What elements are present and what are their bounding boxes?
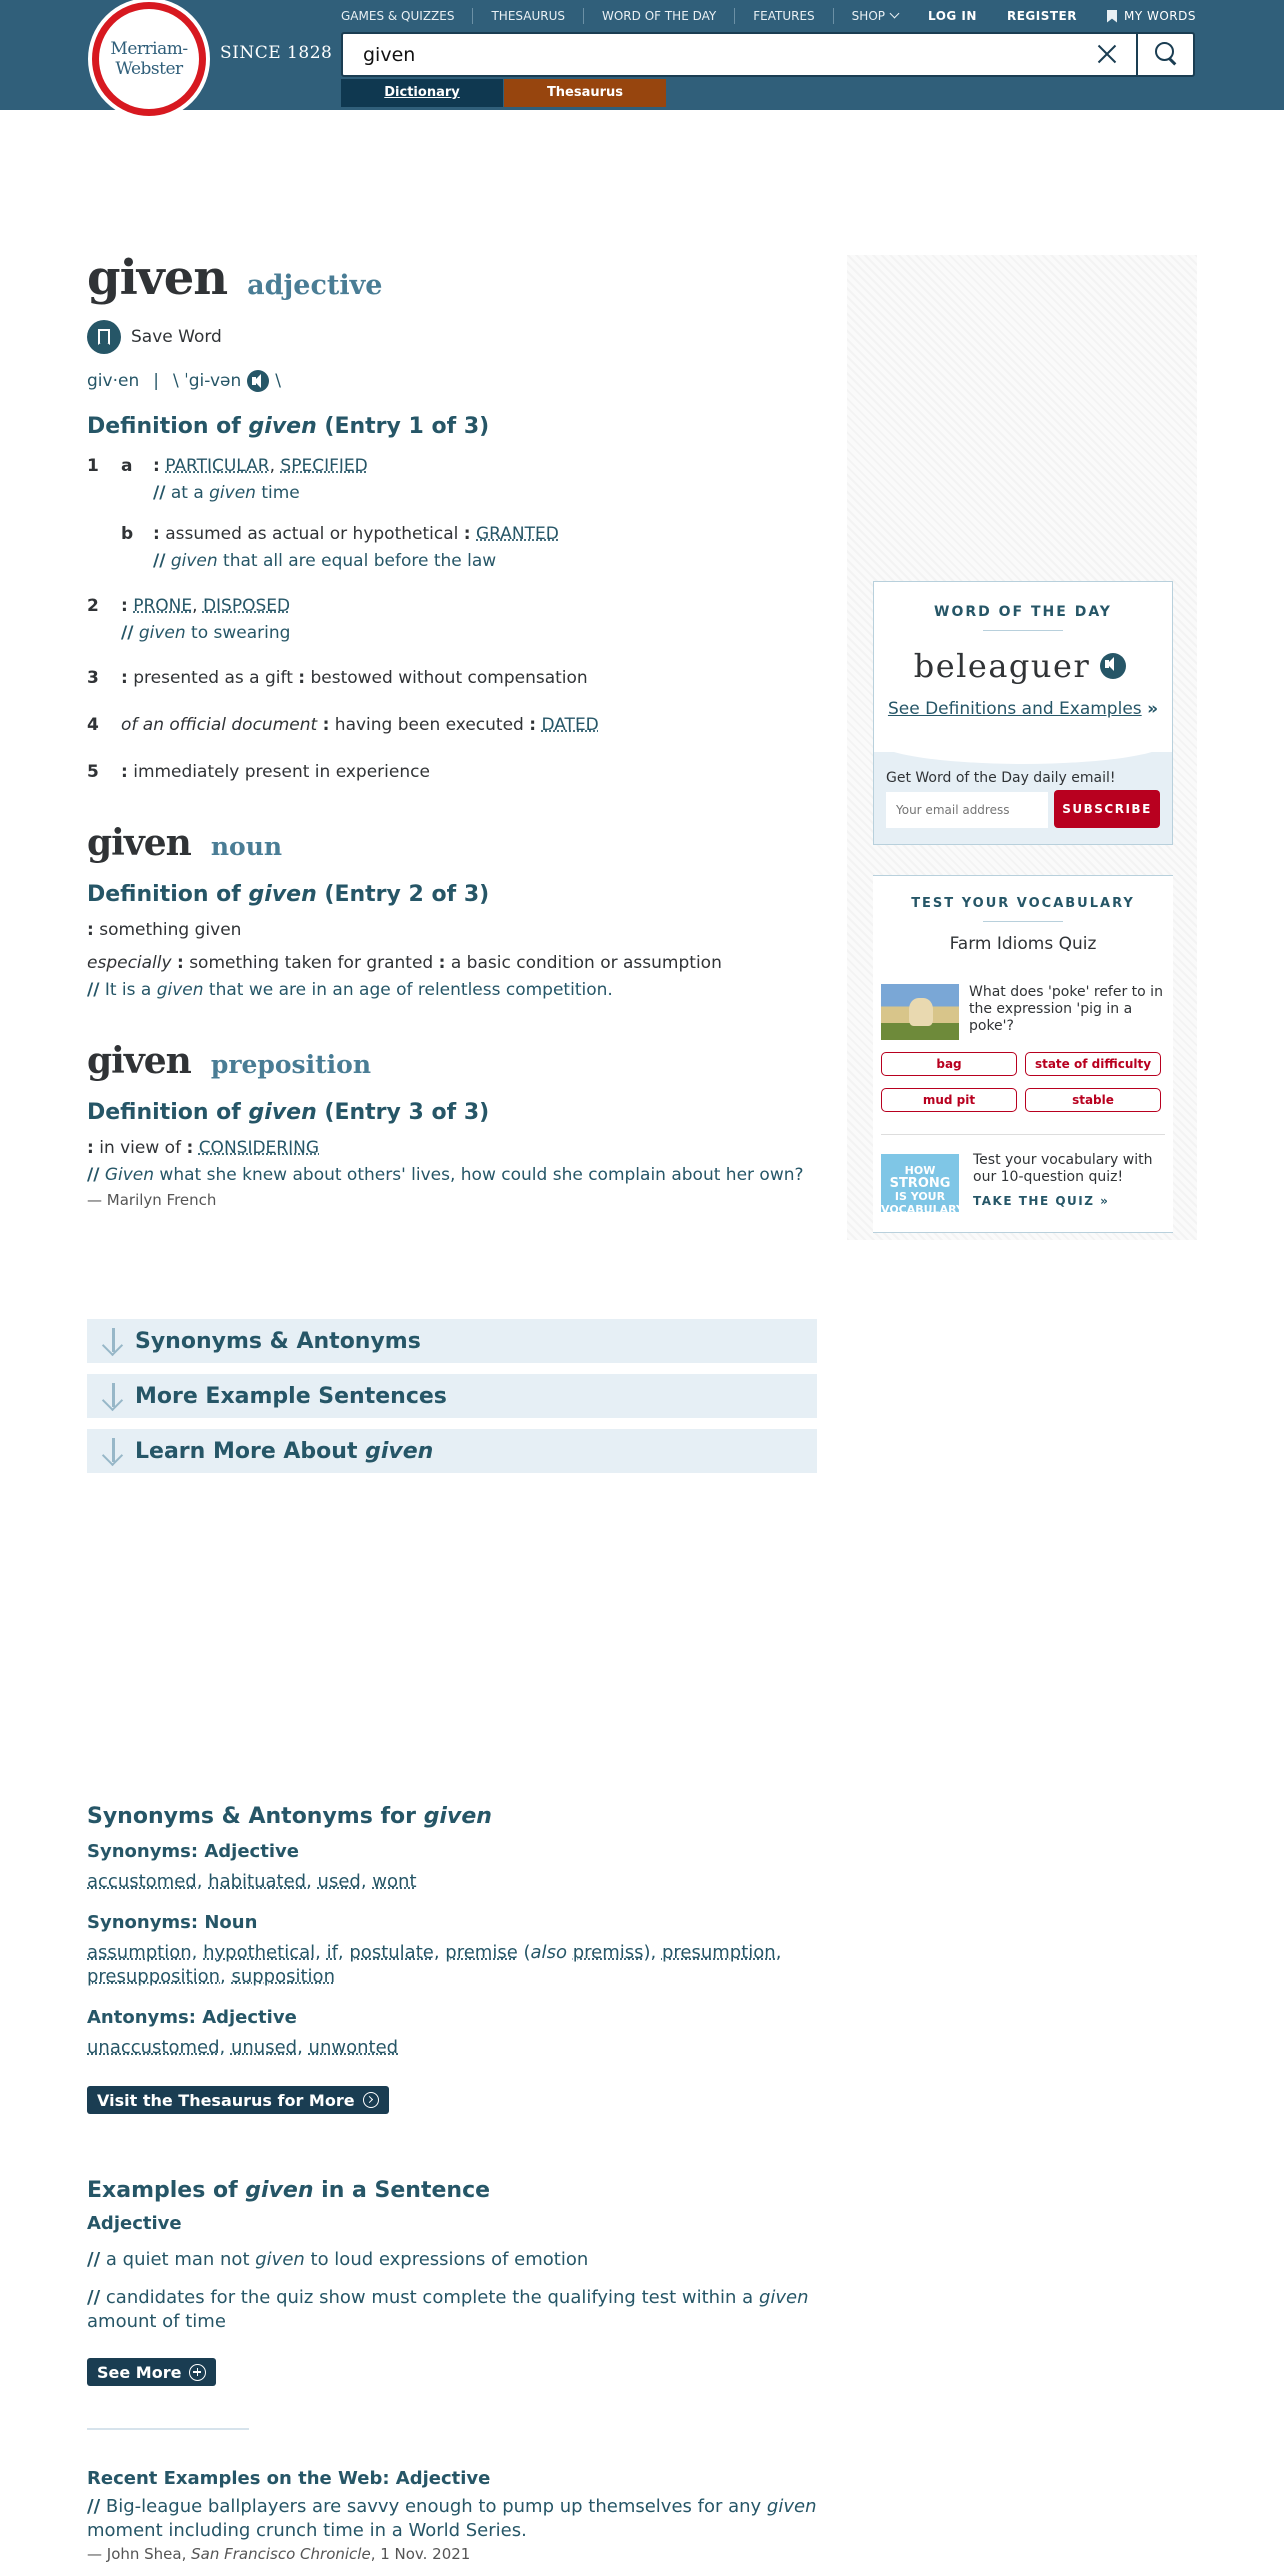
nav-shop-label: SHOP — [851, 9, 885, 23]
sense-1b: b : assumed as actual or hypothetical : GRANTED // given that all are equal before the law — [121, 521, 817, 575]
answer-option[interactable]: stable — [1025, 1088, 1161, 1112]
main-content — [87, 250, 817, 1209]
search-button[interactable] — [1136, 34, 1193, 75]
my-words-link[interactable] — [1107, 8, 1196, 24]
quote-author: — Marilyn French — [87, 1191, 217, 1209]
pig-image — [881, 984, 959, 1040]
sense-2: 2 : PRONE, DISPOSED // given to swearing — [87, 593, 817, 647]
xref-prone[interactable]: PRONE — [133, 596, 193, 616]
headword-row — [87, 1040, 817, 1082]
recent-examples — [87, 2468, 817, 2563]
answer-option[interactable]: bag — [881, 1052, 1017, 1076]
pron-separator: | — [153, 371, 159, 391]
headword-row — [87, 822, 817, 864]
synonym-link[interactable]: habituated — [208, 1871, 307, 1892]
plus-icon — [189, 2364, 206, 2381]
sense-3: 3 : presented as a gift : bestowed without compensation — [87, 668, 588, 688]
wod-email-signup — [874, 752, 1172, 844]
logo-line1: Merriam- — [110, 39, 188, 59]
synonym-link[interactable]: postulate — [349, 1942, 434, 1963]
visit-thesaurus-button[interactable]: Visit the Thesaurus for More — [87, 2086, 389, 2114]
synonyms-noun-list: assumption, hypothetical, if, postulate, premise (also premiss), presumption, presupposition, supposition — [87, 1942, 782, 1987]
arrow-down-icon — [101, 1326, 125, 1356]
antonyms-adj-list: unaccustomed, unused, unwonted — [87, 2037, 399, 2058]
speaker-icon[interactable] — [247, 370, 269, 392]
antonyms-adj-heading: Antonyms: Adjective — [87, 2007, 297, 2028]
synonym-link[interactable]: assumption — [87, 1942, 192, 1963]
subscribe-button[interactable]: SUBSCRIBE — [1054, 790, 1160, 828]
search-bar — [341, 32, 1195, 77]
arrow-down-icon — [101, 1436, 125, 1466]
examples-section — [87, 2178, 817, 2386]
accordion-examples[interactable]: More Example Sentences — [87, 1374, 817, 1418]
synonym-link[interactable]: used — [317, 1871, 361, 1892]
pronunciation: \ ˈgi-vən — [172, 371, 242, 391]
headword: given — [87, 1040, 191, 1082]
example-sentence: // candidates for the quiz show must complete the qualifying test within a given amount of time — [87, 2287, 809, 2332]
sense-4: 4 of an official document : having been executed : DATED — [87, 715, 599, 735]
part-of-speech[interactable]: preposition — [210, 1050, 372, 1079]
entry-3 — [87, 1040, 817, 1209]
nav-thesaurus[interactable]: THESAURUS — [472, 8, 583, 24]
accordion-learn-more[interactable]: Learn More About given — [87, 1429, 817, 1473]
since-label: SINCE 1828 — [220, 43, 333, 63]
verbal-illustration: // given to swearing — [121, 623, 291, 643]
headword: given — [87, 822, 191, 864]
synonyms-title: Synonyms & Antonyms for given — [87, 1804, 492, 1829]
synonyms-adj-list: accustomed, habituated, used, wont — [87, 1871, 417, 1892]
quiz-question-text: What does 'poke' refer to in the expression 'pig in a poke'? — [969, 984, 1163, 1034]
examples-adj-heading: Adjective — [87, 2213, 182, 2234]
part-of-speech[interactable]: adjective — [247, 270, 383, 301]
pronunciation-row — [87, 370, 817, 392]
definition-heading: Definition of given (Entry 3 of 3) — [87, 1100, 490, 1125]
login-link[interactable]: LOG IN — [927, 9, 977, 23]
tab-thesaurus[interactable]: Thesaurus — [504, 79, 666, 107]
top-nav — [341, 8, 916, 24]
part-of-speech[interactable]: noun — [210, 832, 283, 861]
divider — [983, 921, 1063, 922]
recent-example-source: — John Shea, San Francisco Chronicle, 1 Nov. 2021 — [87, 2545, 471, 2563]
nav-word-of-the-day[interactable]: WORD OF THE DAY — [583, 8, 734, 24]
synonym-link[interactable]: if — [326, 1942, 338, 1963]
accordion-synonyms[interactable]: Synonyms & Antonyms — [87, 1319, 817, 1363]
wod-word[interactable]: beleaguer — [913, 647, 1091, 685]
save-word-button[interactable] — [87, 320, 817, 354]
headword-row — [87, 250, 817, 306]
example-sentence: // a quiet man not given to loud expressions of emotion — [87, 2249, 589, 2270]
vocabulary-quiz-widget — [873, 875, 1173, 1233]
verbal-illustration: // It is a given that we are in an age of relentless competition. — [87, 980, 613, 1000]
verbal-illustration: // at a given time — [153, 483, 300, 503]
entry-2 — [87, 822, 817, 1004]
nav-features[interactable]: FEATURES — [734, 8, 832, 24]
definition-text: especially : something taken for granted : a basic condition or assumption — [87, 953, 722, 973]
see-more-button[interactable]: See More — [87, 2358, 216, 2386]
answer-option[interactable]: state of difficulty — [1025, 1052, 1161, 1076]
vocab-promo-image[interactable]: HOW STRONG IS YOUR VOCABULARY? — [881, 1154, 959, 1212]
wod-definitions-link[interactable]: See Definitions and Examples » — [887, 699, 1159, 719]
examples-title: Examples of given in a Sentence — [87, 2178, 491, 2203]
divider — [881, 1134, 1165, 1135]
synonyms-section — [87, 1804, 817, 2114]
verbal-illustration: // Given what she knew about others' lives, how could she complain about her own? — [87, 1165, 804, 1185]
recent-examples-heading: Recent Examples on the Web: Adjective — [87, 2468, 491, 2489]
bookmark-icon — [87, 320, 121, 354]
antonym-link[interactable]: unaccustomed — [87, 2037, 220, 2058]
antonym-link[interactable]: unwonted — [308, 2037, 399, 2058]
vocab-promo-text: Test your vocabulary with our 10-question quiz! — [973, 1152, 1153, 1185]
clear-icon[interactable] — [1095, 42, 1119, 66]
xref-granted[interactable]: GRANTED — [476, 524, 559, 544]
definition-text: : something given — [87, 920, 242, 940]
search-icon — [1155, 42, 1177, 64]
xref-considering[interactable]: CONSIDERING — [198, 1138, 320, 1158]
user-nav — [898, 8, 1196, 24]
synonym-link[interactable]: presupposition — [87, 1966, 221, 1987]
wod-label: WORD OF THE DAY — [934, 604, 1112, 620]
synonym-link[interactable]: supposition — [231, 1966, 335, 1987]
speaker-icon[interactable] — [1100, 653, 1126, 679]
xref-particular[interactable]: PARTICULAR — [165, 456, 270, 476]
xref-disposed[interactable]: DISPOSED — [202, 596, 291, 616]
syllables: giv·en — [87, 371, 140, 391]
register-link[interactable]: REGISTER — [1006, 9, 1077, 23]
take-quiz-link[interactable]: TAKE THE QUIZ » — [973, 1194, 1110, 1208]
synonym-link[interactable]: presumption — [661, 1942, 776, 1963]
tab-dictionary[interactable]: Dictionary — [341, 79, 503, 107]
headword: given — [87, 250, 228, 306]
quiz-question — [881, 984, 1169, 1040]
quiz-name[interactable]: Farm Idioms Quiz — [949, 934, 1097, 954]
pronunciation-end: \ — [275, 371, 281, 391]
bookmark-icon — [1107, 10, 1117, 23]
definition-text: : in view of : CONSIDERING — [87, 1138, 320, 1158]
logo-line2: Webster — [115, 59, 183, 79]
word-of-the-day-widget — [873, 581, 1173, 845]
synonym-link[interactable]: accustomed — [87, 1871, 197, 1892]
divider — [87, 2428, 249, 2430]
definition-heading: Definition of given (Entry 1 of 3) — [87, 414, 490, 439]
merriam-webster-logo[interactable] — [88, 0, 210, 120]
divider — [983, 630, 1063, 631]
recent-example-sentence: // Big-league ballplayers are savvy enough to pump up themselves for any given moment including crunch time in a World Series. — [87, 2496, 817, 2541]
sense-5: 5 : immediately present in experience — [87, 762, 430, 782]
synonym-link[interactable]: hypothetical — [203, 1942, 316, 1963]
save-word-label: Save Word — [131, 327, 222, 347]
email-input[interactable] — [886, 792, 1048, 828]
synonym-link[interactable]: wont — [372, 1871, 417, 1892]
synonyms-noun-heading: Synonyms: Noun — [87, 1912, 258, 1933]
synonyms-adj-heading: Synonyms: Adjective — [87, 1841, 299, 1862]
my-words-label: MY WORDS — [1123, 9, 1196, 23]
logo-inner — [99, 9, 199, 109]
vocab-label: TEST YOUR VOCABULARY — [911, 896, 1135, 911]
arrow-down-icon — [101, 1381, 125, 1411]
sense-1a: 1 a : PARTICULAR, SPECIFIED // at a given time — [87, 453, 817, 507]
email-label: Get Word of the Day daily email! — [886, 770, 1116, 786]
wod-word-row — [874, 647, 1172, 685]
xref-specified[interactable]: SPECIFIED — [280, 456, 368, 476]
synonym-link[interactable]: premise — [445, 1942, 518, 1963]
circle-arrow-icon — [363, 2092, 379, 2108]
synonym-link[interactable]: premiss — [572, 1942, 644, 1963]
xref-dated[interactable]: DATED — [541, 715, 599, 735]
sidebar — [847, 255, 1197, 1240]
verbal-illustration: // given that all are equal before the law — [153, 551, 497, 571]
antonym-link[interactable]: unused — [230, 2037, 298, 2058]
answer-option[interactable]: mud pit — [881, 1088, 1017, 1112]
nav-games-quizzes[interactable]: GAMES & QUIZZES — [341, 9, 455, 23]
search-input[interactable] — [343, 34, 1083, 75]
definition-heading: Definition of given (Entry 2 of 3) — [87, 882, 490, 907]
